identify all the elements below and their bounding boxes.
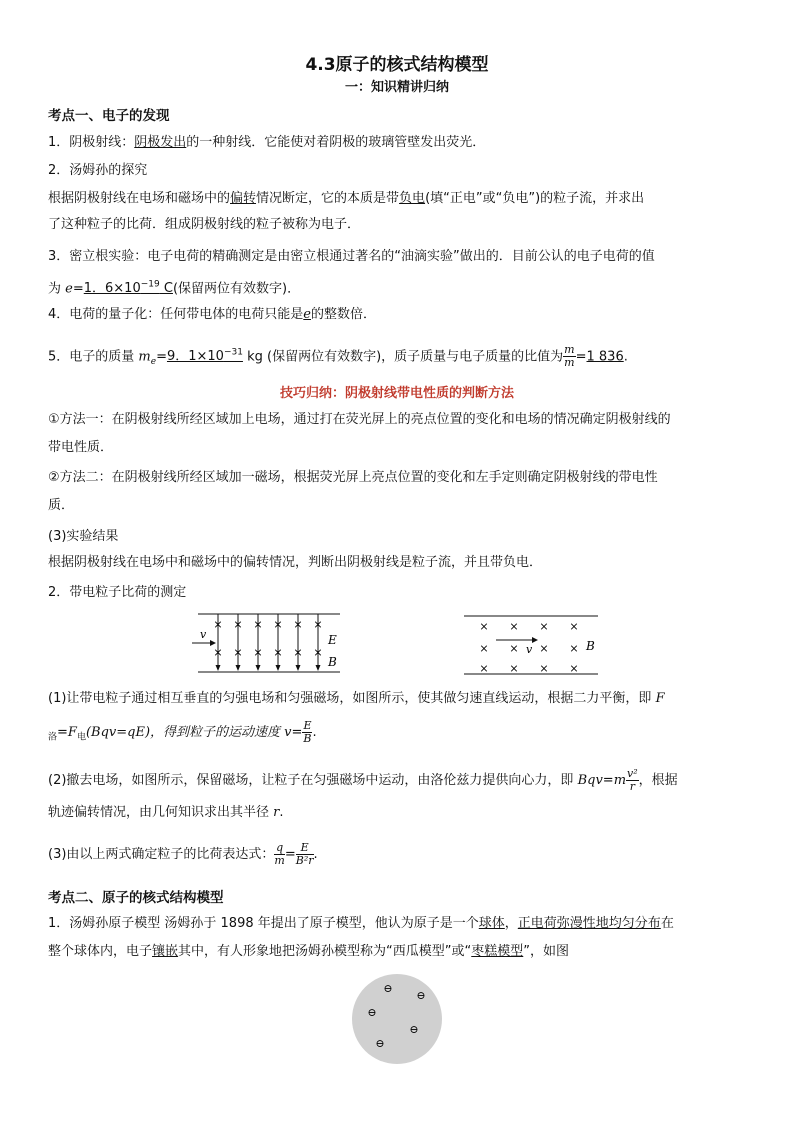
magnetic-cross: × bbox=[293, 646, 303, 659]
numerator: v² bbox=[627, 767, 638, 780]
result-text: 根据阴极射线在电场中和磁场中的偏转情况，判断出阴极射线是粒子流，并且带负电． bbox=[48, 555, 543, 570]
symbol-F: F bbox=[655, 691, 665, 706]
symbol-r: r bbox=[273, 805, 280, 820]
symbol-m: m bbox=[138, 349, 151, 365]
text: . bbox=[623, 349, 628, 365]
field-label-B: B bbox=[328, 655, 337, 669]
formula: Bqv bbox=[577, 773, 603, 788]
text: ， bbox=[504, 916, 518, 931]
magnetic-cross: × bbox=[313, 618, 323, 631]
magnetic-cross: × bbox=[293, 618, 303, 631]
underlined-text: 枣糕模型 bbox=[471, 944, 524, 959]
text: 1．阴极射线： bbox=[48, 135, 135, 150]
numerator: m bbox=[564, 343, 575, 357]
field-label-B: B bbox=[586, 639, 595, 653]
text: = bbox=[72, 281, 84, 297]
underlined-text: 镶嵌 bbox=[152, 944, 179, 959]
text: ②方法二：在阴极射线所经区域加一磁场，根据荧光屏上亮点位置的变化和左手定则确定阴极射线的带电性 bbox=[48, 470, 658, 485]
text: (保留两位有效数字)． bbox=[172, 281, 301, 297]
unit: C bbox=[159, 281, 173, 297]
magnetic-cross: × bbox=[213, 618, 223, 631]
result-fraction bbox=[296, 842, 314, 867]
numerator: E bbox=[303, 719, 312, 732]
text: (Bqv=qE)，得到粒子的运动速度 bbox=[85, 725, 285, 740]
electron-icon: ⊖ bbox=[367, 1006, 377, 1019]
text: 1．汤姆孙原子模型 汤姆孙于 1898 年提出了原子模型，他认为原子是一个 bbox=[48, 916, 479, 931]
magnetic-cross: × bbox=[509, 642, 519, 655]
ratio-value: 1 836 bbox=[586, 349, 624, 365]
specific-charge-heading: 2．带电粒子比荷的测定 bbox=[48, 585, 187, 600]
text: = bbox=[575, 349, 587, 365]
magnetic-cross: × bbox=[233, 646, 243, 659]
magnetic-cross: × bbox=[253, 646, 263, 659]
magnetic-cross: × bbox=[509, 620, 519, 633]
electron-icon: ⊖ bbox=[416, 989, 426, 1002]
text: . bbox=[313, 847, 318, 862]
text: 质． bbox=[48, 498, 75, 513]
velocity-label: v bbox=[200, 628, 207, 641]
electron-icon: ⊖ bbox=[375, 1037, 385, 1050]
text: = bbox=[284, 847, 296, 862]
underlined-text: 球体 bbox=[478, 916, 505, 931]
symbol-v: v bbox=[284, 725, 292, 740]
figure-plum-pudding-atom bbox=[350, 972, 444, 1066]
text: (3)由以上两式确定粒子的比荷表达式： bbox=[48, 847, 275, 862]
electron-icon: ⊖ bbox=[383, 982, 393, 995]
exponent: −19 bbox=[140, 280, 160, 290]
denominator: r bbox=[629, 780, 635, 793]
magnetic-cross: × bbox=[539, 620, 549, 633]
magnetic-cross: × bbox=[479, 642, 489, 655]
section2-heading: 考点二、原子的核式结构模型 bbox=[48, 890, 224, 906]
magnetic-cross: × bbox=[569, 642, 579, 655]
underlined-text: 负电 bbox=[399, 191, 426, 206]
figure-crossed-fields bbox=[190, 608, 350, 678]
text: ①方法一：在阴极射线所经区域加上电场，通过打在荧光屏上的亮点位置的变化和电场的情况确定阴极射线的 bbox=[48, 412, 671, 427]
text: kg (保留两位有效数字)，质子质量与电子质量的比值为 bbox=[242, 349, 564, 365]
numerator: q bbox=[276, 841, 284, 854]
charge-value: 1．6×10 bbox=[83, 281, 141, 297]
text: 整个球体内，电子 bbox=[48, 944, 153, 959]
text: = bbox=[57, 725, 68, 740]
text: 其中，有人形象地把汤姆孙模型称为“西瓜模型”或“ bbox=[178, 944, 472, 959]
text: 根据阴极射线在电场和磁场中的 bbox=[48, 191, 231, 206]
text: 在 bbox=[660, 916, 674, 931]
step-one-cont bbox=[48, 720, 748, 751]
page-title: 4.3原子的核式结构模型 bbox=[305, 55, 489, 75]
specific-charge-fraction bbox=[274, 842, 284, 867]
figure-magnetic-field bbox=[462, 610, 602, 678]
field-arrow bbox=[256, 665, 261, 671]
magnetic-cross: × bbox=[539, 662, 549, 675]
numerator: E bbox=[296, 842, 314, 855]
step-two bbox=[48, 768, 748, 794]
velocity-fraction bbox=[302, 720, 312, 745]
exponent: −31 bbox=[223, 348, 243, 358]
text: = bbox=[156, 349, 167, 365]
magnetic-cross: × bbox=[213, 646, 223, 659]
magnetic-cross: × bbox=[233, 618, 243, 631]
mass-value: 9．1×10 bbox=[166, 349, 224, 365]
velocity-label: v bbox=[526, 643, 533, 656]
underlined-text: 阴极发出 bbox=[134, 135, 187, 150]
field-label-E: E bbox=[328, 633, 337, 647]
underlined-text: 正电荷弥漫性地均匀分布 bbox=[517, 916, 661, 931]
step-three bbox=[48, 842, 748, 868]
arrow-head bbox=[532, 637, 538, 643]
mass-ratio-fraction bbox=[563, 344, 575, 369]
underlined-text: 偏转 bbox=[230, 191, 257, 206]
tip-heading: 技巧归纳：阴极射线带电性质的判断方法 bbox=[279, 386, 514, 401]
electron-icon: ⊖ bbox=[409, 1023, 419, 1036]
paragraph-electron-name: 了这种粒子的比荷．组成阴极射线的粒子被称为电子． bbox=[48, 217, 361, 232]
paragraph-quantization bbox=[48, 302, 748, 328]
magnetic-cross: × bbox=[569, 620, 579, 633]
magnetic-cross: × bbox=[539, 642, 549, 655]
magnetic-cross: × bbox=[273, 618, 283, 631]
denominator: B bbox=[303, 732, 312, 745]
text: = bbox=[291, 725, 303, 740]
text: ”，如图 bbox=[523, 944, 570, 959]
text: 的一种射线．它能使对着阴极的玻璃管壁发出荧光． bbox=[186, 135, 486, 150]
text: 情况断定，它的本质是带 bbox=[256, 191, 400, 206]
text: . bbox=[279, 805, 284, 820]
field-arrow bbox=[216, 665, 221, 671]
magnetic-cross: × bbox=[253, 618, 263, 631]
magnetic-cross: × bbox=[273, 646, 283, 659]
magnetic-cross: × bbox=[479, 662, 489, 675]
subscript: 电 bbox=[76, 732, 86, 743]
paragraph-cathode-ray bbox=[48, 130, 748, 156]
page-subtitle: 一：知识精讲归纳 bbox=[344, 80, 449, 95]
text: 为 bbox=[48, 281, 66, 297]
step-one bbox=[48, 686, 748, 712]
step-two-cont bbox=[48, 800, 748, 826]
magnetic-cross: × bbox=[569, 662, 579, 675]
field-lines bbox=[213, 614, 322, 671]
denominator: m bbox=[274, 854, 285, 867]
method-two bbox=[48, 464, 748, 520]
text: 带电性质． bbox=[48, 440, 114, 455]
magnetic-cross: × bbox=[509, 662, 519, 675]
text: (填“正电”或“负电”)的粒子流，并求出 bbox=[425, 191, 645, 206]
paragraph-thomson: 2．汤姆孙的探究 bbox=[48, 163, 148, 178]
field-arrow bbox=[296, 665, 301, 671]
symbol-e: e bbox=[65, 281, 73, 297]
symbol-F: F bbox=[67, 725, 77, 740]
denominator: B²r bbox=[295, 854, 314, 867]
centripetal-fraction bbox=[626, 768, 639, 793]
method-one bbox=[48, 406, 748, 462]
text: 的整数倍． bbox=[310, 307, 376, 322]
result-heading: (3)实验结果 bbox=[48, 529, 119, 544]
field-arrow bbox=[276, 665, 281, 671]
symbol-m: m bbox=[613, 773, 627, 788]
text: 4．电荷的量子化：任何带电体的电荷只能是 bbox=[48, 307, 304, 322]
paragraph-millikan: 3．密立根实验：电子电荷的精确测定是由密立根通过著名的“油滴实验”做出的．目前公认的电子电荷的值 bbox=[48, 249, 655, 264]
symbol-e: e bbox=[303, 307, 311, 322]
field-arrow bbox=[236, 665, 241, 671]
atom-sphere bbox=[352, 974, 442, 1064]
text: 轨迹偏转情况，由几何知识求出其半径 bbox=[48, 805, 274, 820]
text: 5．电子的质量 bbox=[48, 349, 139, 365]
paragraph-charge-value bbox=[48, 272, 748, 302]
subscript: e bbox=[150, 356, 157, 367]
text: . bbox=[312, 725, 317, 740]
text: (1)让带电粒子通过相互垂直的匀强电场和匀强磁场，如图所示，使其做匀速直线运动，根据二力平衡，即 bbox=[48, 691, 656, 706]
field-arrow bbox=[316, 665, 321, 671]
text: ，根据 bbox=[638, 773, 678, 788]
paragraph-electron-mass bbox=[48, 340, 748, 375]
text: (2)撤去电场，如图所示，保留磁场，让粒子在匀强磁场中运动，由洛伦兹力提供向心力，即 bbox=[48, 773, 578, 788]
magnetic-cross: × bbox=[313, 646, 323, 659]
subscript: 洛 bbox=[48, 732, 58, 743]
paragraph-thomson-model bbox=[48, 910, 748, 966]
paragraph-deflection bbox=[48, 186, 748, 212]
section1-heading: 考点一、电子的发现 bbox=[48, 108, 170, 124]
denominator: m bbox=[564, 356, 575, 370]
text: = bbox=[602, 773, 614, 788]
magnetic-cross: × bbox=[479, 620, 489, 633]
